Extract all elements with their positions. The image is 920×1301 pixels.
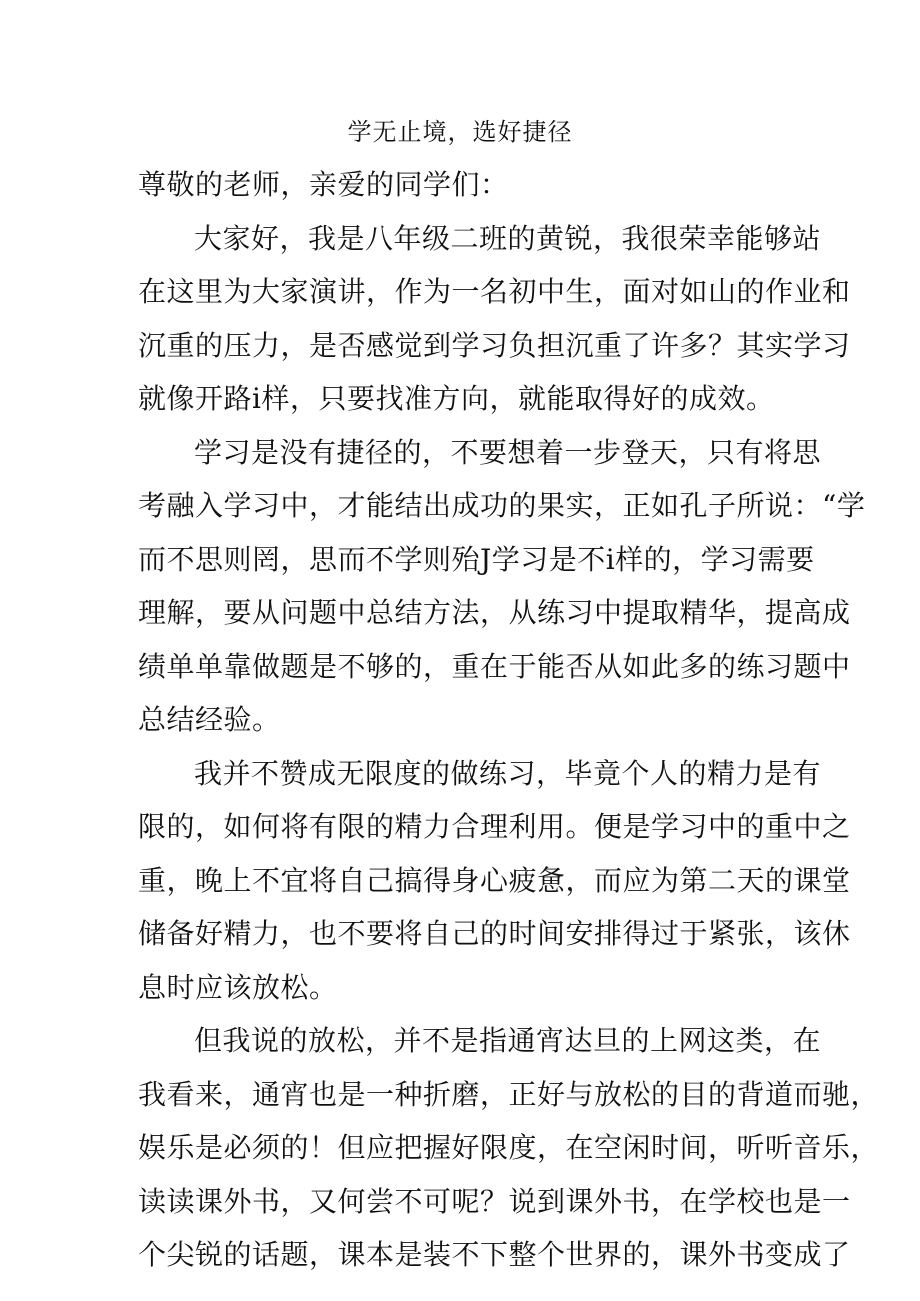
text-line: 个尖锐的话题，课本是装不下整个世界的，课外书变成了 [138, 1238, 851, 1271]
paragraph [138, 212, 851, 426]
text-line: 沉重的压力，是否感觉到学习负担沉重了许多？其实学习 [138, 328, 851, 362]
text-line: 娱乐是必须的！但应把握好限度，在空闲时间，听听音乐， [138, 1131, 880, 1164]
text-line: 就像开路i样，只要找准方向，就能取得好的成效。 [138, 382, 775, 415]
text-line: 我看来，通宵也是一种折磨，正好与放松的目的背道而驰， [138, 1077, 880, 1111]
text-line: 考融入学习中，才能结出成功的果实，正如孔子所说：“学 [138, 489, 866, 522]
document-body [138, 158, 880, 1282]
paragraph [138, 426, 866, 747]
text-line: 读读课外书，又何尝不可呢？说到课外书，在学校也是一 [138, 1184, 851, 1218]
text-line: 绩单单靠做题是不够的，重在于能否从如此多的练习题中 [138, 649, 851, 683]
text-line: 总结经验。 [138, 703, 281, 736]
text-line: 在这里为大家演讲，作为一名初中生，面对如山的作业和 [138, 275, 851, 308]
text-line: 但我说的放松，并不是指通宵达旦的上网这类，在 [194, 1024, 822, 1057]
text-line: 息时应该放松。 [138, 970, 338, 1004]
document-title: 学无止境，选好捷径 [347, 118, 573, 146]
greeting-line: 尊敬的老师，亲爱的同学们： [138, 168, 509, 201]
text-line: 理解，要从问题中总结方法，从练习中提取精华，提高成 [138, 596, 851, 629]
text-line: 重，晚上不宜将自己搞得身心疲惫，而应为第二天的课堂 [138, 863, 851, 897]
paragraph [138, 1014, 880, 1282]
text-line: 我并不赞成无限度的做练习，毕竟个人的精力是有 [194, 756, 822, 790]
text-line: 大家好，我是八年级二班的黄锐，我很荣幸能够站 [194, 221, 822, 255]
text-line: 限的，如何将有限的精力合理利用。便是学习中的重中之 [138, 810, 851, 843]
paragraph [138, 747, 851, 1015]
text-line: 学习是没有捷径的，不要想着一步登天，只有将思 [194, 435, 822, 469]
text-line: 储备好精力，也不要将自己的时间安排得过于紧张，该休 [138, 917, 851, 950]
text-line: 而不思则罔，思而不学则殆J学习是不i样的，学习需要 [138, 542, 815, 576]
